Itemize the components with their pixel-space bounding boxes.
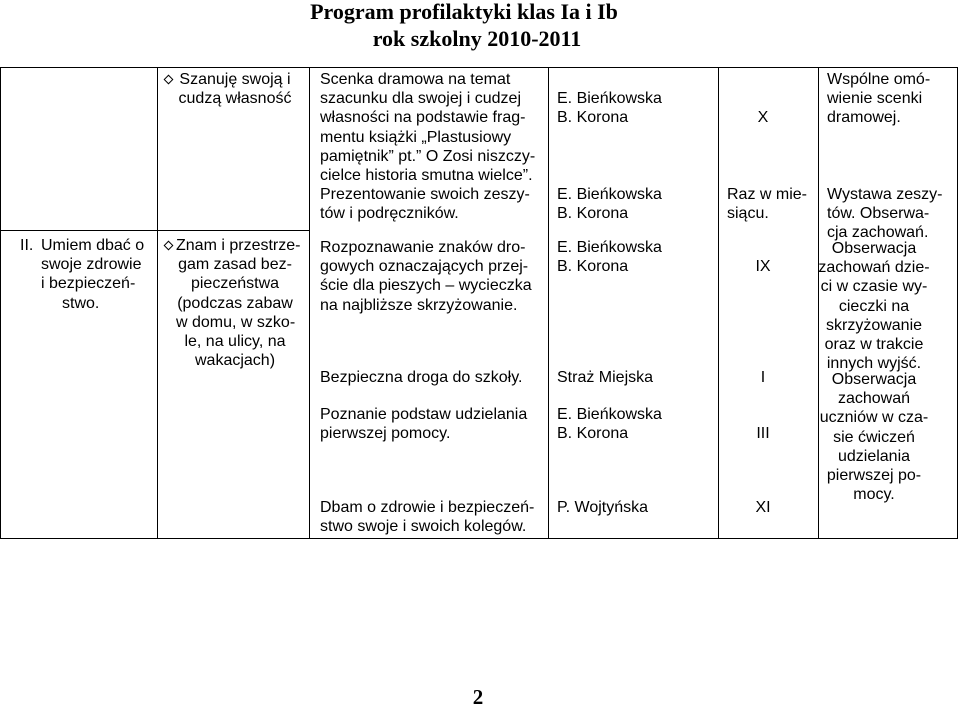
activity-evaluation-line: mocy. — [853, 486, 895, 504]
activity-responsible-line: Straż Miejska — [557, 369, 654, 386]
activity-evaluation — [818, 370, 930, 504]
activity-description-line: pierwszej pomocy. — [320, 425, 451, 443]
activity-responsible — [557, 498, 648, 517]
activity-evaluation-line: Wystawa zeszy- — [827, 186, 943, 203]
column-divider — [157, 67, 158, 539]
activity-description-line: tów i podręczników. — [320, 205, 459, 223]
activity-description-line: Rozpoznawanie znaków dro- — [320, 239, 526, 256]
activity-description-line: szacunku dla swojej i cudzej — [320, 90, 521, 108]
activity-responsible-line: B. Korona — [557, 425, 629, 443]
activity-evaluation-line: oraz w trakcie — [824, 335, 924, 353]
activity-evaluation-line: cieczki na — [838, 297, 910, 315]
activity-description-line: Poznanie podstaw udzielania — [320, 406, 528, 423]
activity-evaluation-line: cja zachowań. — [827, 224, 929, 242]
activity-evaluation-line: Obserwacja — [831, 240, 917, 257]
activity-evaluation — [827, 70, 930, 128]
activity-description-line: gowych oznaczających przej- — [320, 258, 529, 276]
activity-responsible-line: E. Bieńkowska — [557, 406, 662, 423]
table-border-bottom — [0, 538, 958, 539]
activity-evaluation-line: uczniów w cza- — [819, 409, 929, 427]
activity-date-line: XI — [755, 499, 771, 516]
activity-date-line: IX — [755, 258, 771, 275]
activity-evaluation-line: sie ćwiczeń — [833, 428, 915, 446]
goal-text — [176, 70, 294, 108]
section-title — [41, 236, 144, 313]
activity-responsible-line: B. Korona — [557, 205, 629, 223]
goal-text-line: w domu, w szko- — [176, 313, 296, 331]
goal-text-line: (podczas zabaw — [177, 294, 293, 312]
activity-evaluation-line: wienie scenki — [827, 90, 923, 108]
section-number: II. — [20, 237, 34, 254]
activity-description-line: własności na podstawie frag- — [320, 109, 526, 127]
activity-date — [727, 185, 807, 223]
activity-date — [713, 108, 813, 127]
activity-description — [320, 405, 527, 443]
table-border-right — [957, 67, 958, 539]
activity-date-line: X — [757, 109, 769, 126]
activity-description-line: cielce historia smutna wielce”. — [320, 166, 533, 184]
goal-text-line: Szanuję swoją i — [179, 71, 291, 88]
school-year-subtitle: rok szkolny 2010-2011 — [372, 26, 582, 51]
activity-evaluation — [818, 239, 930, 373]
activity-responsible-line: B. Korona — [557, 258, 629, 276]
activity-description-line: na najbliższe skrzyżowanie. — [320, 296, 518, 314]
activity-responsible — [557, 238, 662, 276]
row-divider — [0, 230, 310, 231]
activity-responsible-line: E. Bieńkowska — [557, 90, 662, 107]
activity-evaluation-line: tów. Obserwa- — [827, 205, 930, 223]
activity-responsible-line: E. Bieńkowska — [557, 239, 662, 256]
activity-description-line: pamiętnik” pt.” O Zosi niszczy- — [320, 147, 536, 165]
activity-responsible — [557, 89, 662, 127]
activity-description-line: ście dla pieszych – wycieczka — [320, 277, 532, 295]
column-divider — [718, 67, 719, 539]
activity-evaluation-line: skrzyżowanie — [825, 316, 923, 334]
diamond-bullet-icon — [164, 75, 174, 85]
activity-evaluation-line: zachowań — [837, 390, 911, 408]
section-title-line: Umiem dbać o — [41, 237, 145, 254]
activity-date — [713, 257, 813, 276]
activity-description — [320, 368, 522, 387]
goal-text-line: wakacjach) — [194, 352, 276, 370]
goal-text — [176, 236, 301, 370]
section-title-line: stwo. — [62, 294, 100, 312]
goal-text-line: le, na ulicy, na — [184, 332, 286, 350]
activity-responsible — [557, 368, 653, 387]
activity-description-line: mentu książki „Plastusiowy — [320, 128, 512, 146]
table-border-left — [0, 67, 1, 539]
activity-date-line: siącu. — [727, 205, 769, 223]
activity-description — [320, 238, 532, 315]
activity-date — [713, 498, 813, 517]
activity-description-line: Dbam o zdrowie i bezpieczeń- — [320, 499, 535, 516]
activity-description-line: stwo swoje i swoich kolegów. — [320, 518, 527, 536]
activity-responsible-line: E. Bieńkowska — [557, 186, 662, 203]
activity-responsible-line: P. Wojtyńska — [557, 499, 649, 516]
activity-evaluation-line: pierwszej po- — [826, 466, 922, 484]
section-title-line: swoje zdrowie — [41, 256, 142, 274]
goal-text-line: gam zasad bez- — [178, 256, 292, 274]
activity-evaluation-line: zachowań dzie- — [818, 259, 930, 277]
activity-description — [320, 70, 535, 185]
column-divider — [309, 67, 310, 539]
goal-text-line: Znam i przestrze- — [176, 237, 301, 254]
activity-description — [320, 185, 530, 223]
table-border-top — [0, 67, 958, 68]
activity-date — [713, 424, 813, 443]
activity-description-line: Prezentowanie swoich zeszy- — [320, 186, 530, 203]
document-title: Program profilaktyki klas Ia i Ib — [310, 0, 618, 24]
activity-evaluation-line: innych wyjść. — [826, 355, 922, 373]
activity-evaluation — [827, 185, 942, 243]
activity-evaluation-line: dramowej. — [827, 109, 901, 127]
diamond-bullet-icon — [164, 241, 174, 251]
activity-description-line: Scenka dramowa na temat — [320, 71, 511, 88]
activity-responsible-line: B. Korona — [557, 109, 629, 127]
goal-text-line: cudzą własność — [178, 90, 292, 108]
activity-date-line: Raz w mie- — [727, 186, 808, 203]
activity-description — [320, 498, 534, 536]
activity-evaluation-line: Obserwacja — [831, 371, 917, 388]
activity-date-line: I — [760, 369, 766, 386]
goal-text-line: pieczeństwa — [190, 275, 280, 293]
column-divider — [548, 67, 549, 539]
activity-description-line: Bezpieczna droga do szkoły. — [320, 369, 523, 386]
activity-responsible — [557, 405, 662, 443]
activity-evaluation-line: ci w czasie wy- — [820, 278, 928, 296]
activity-responsible — [557, 185, 662, 223]
activity-evaluation-line: udzielania — [837, 447, 911, 465]
section-title-line: i bezpieczeń- — [41, 275, 136, 293]
page-number: 2 — [472, 685, 484, 709]
activity-date — [713, 368, 813, 387]
activity-date-line: III — [756, 425, 770, 442]
activity-evaluation-line: Wspólne omó- — [827, 71, 931, 88]
